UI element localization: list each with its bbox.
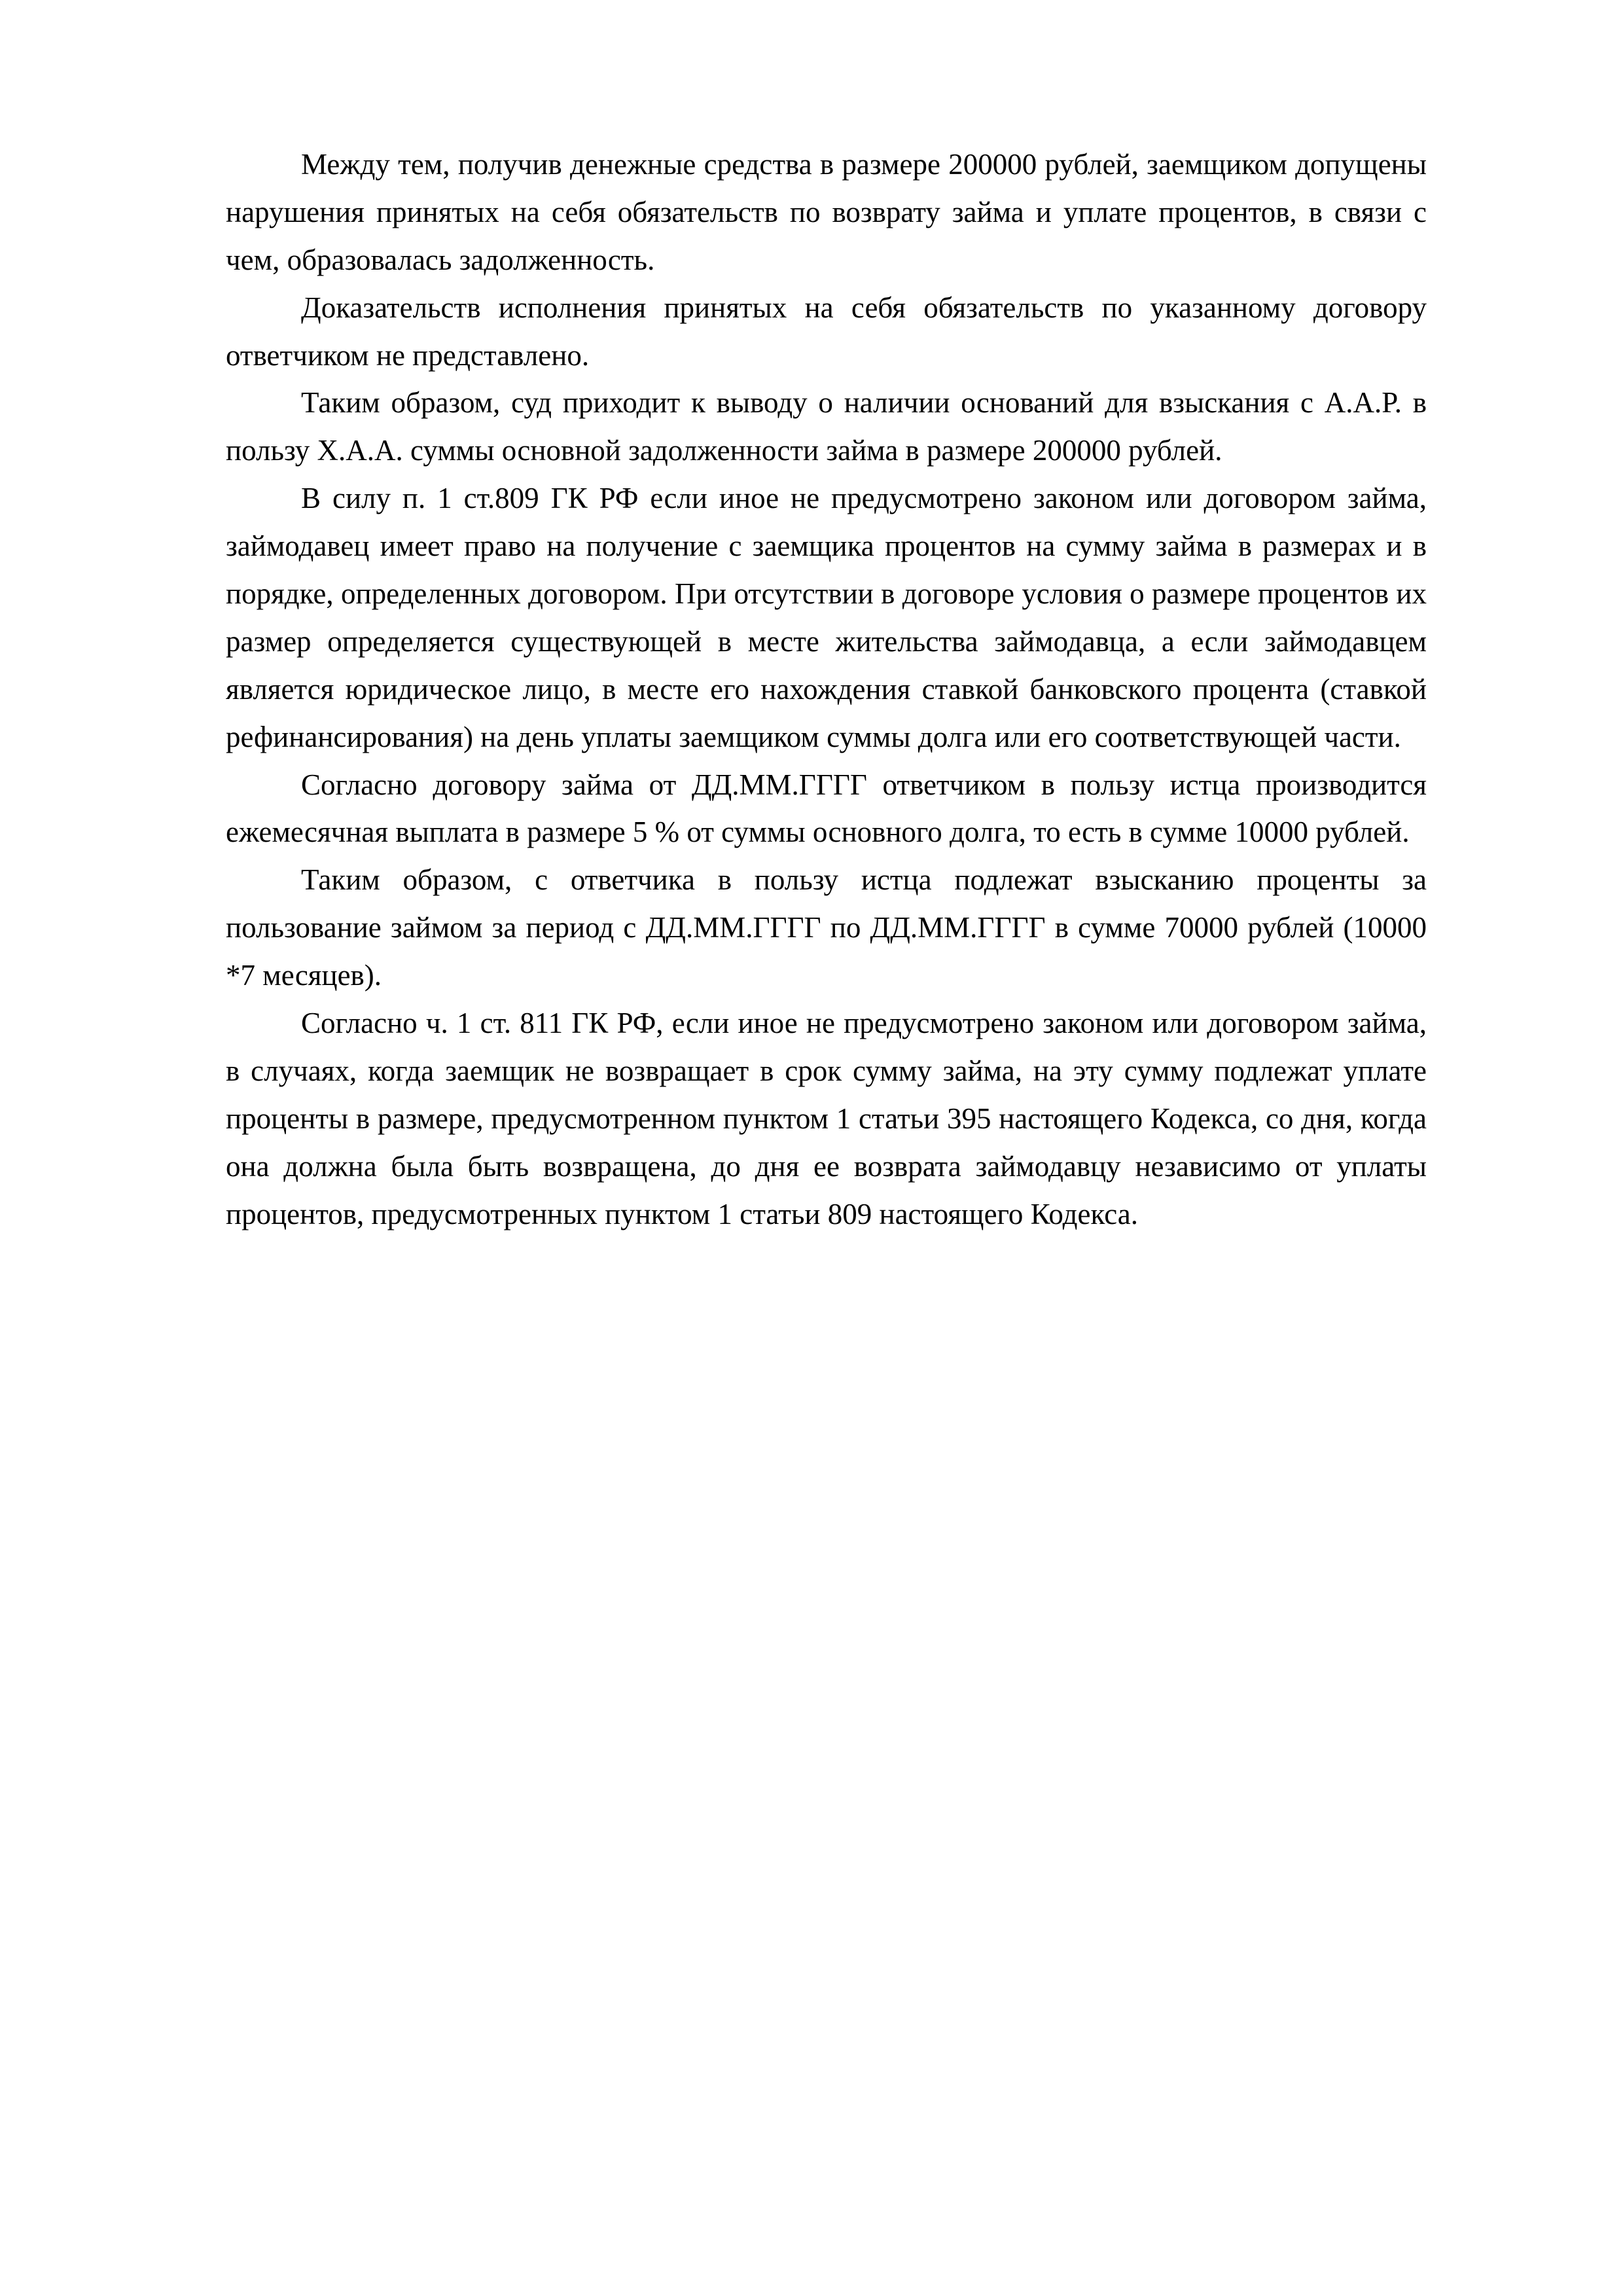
paragraph: Согласно договору займа от ДД.ММ.ГГГГ ответчиком в пользу истца производится ежемесячная выплата в размере 5 % от суммы основного долга, то есть в сумме 10000 рублей. — [226, 768, 1427, 849]
paragraph: Таким образом, суд приходит к выводу о наличии оснований для взыскания с А.А.Р. в пользу Х.А.А. суммы основной задолженности займа в размере 200000 рублей. — [226, 386, 1427, 467]
paragraph: Доказательств исполнения принятых на себя обязательств по указанному договору ответчиком не представлено. — [226, 291, 1427, 372]
paragraph: Между тем, получив денежные средства в размере 200000 рублей, заемщиком допущены нарушения принятых на себя обязательств по возврату займа и уплате процентов, в связи с чем, образовалась задолженность. — [226, 148, 1427, 276]
paragraph: В силу п. 1 ст.809 ГК РФ если иное не предусмотрено законом или договором займа, займодавец имеет право на получение с заемщика процентов на сумму займа в размерах и в порядке, определенных договором. При отсутствии в договоре условия о размере процентов их размер определяется существующей в месте жительства займодавца, а если займодавцем является юридическое лицо, в месте его нахождения ставкой банковского процента (ставкой рефинансирования) на день уплаты заемщиком суммы долга или его соответствующей части. — [226, 482, 1427, 753]
paragraph: Согласно ч. 1 ст. 811 ГК РФ, если иное не предусмотрено законом или договором займа, в случаях, когда заемщик не возвращает в срок сумму займа, на эту сумму подлежат уплате проценты в размере, предусмотренном пунктом 1 статьи 395 настоящего Кодекса, со дня, когда она должна была быть возвращена, до дня ее возврата займодавцу независимо от уплаты процентов, предусмотренных пунктом 1 статьи 809 настоящего Кодекса. — [226, 1007, 1427, 1230]
document-body — [226, 141, 1427, 1238]
paragraph: Таким образом, с ответчика в пользу истца подлежат взысканию проценты за пользование займом за период с ДД.ММ.ГГГГ по ДД.ММ.ГГГГ в сумме 70000 рублей (10000 *7 месяцев). — [226, 863, 1427, 992]
